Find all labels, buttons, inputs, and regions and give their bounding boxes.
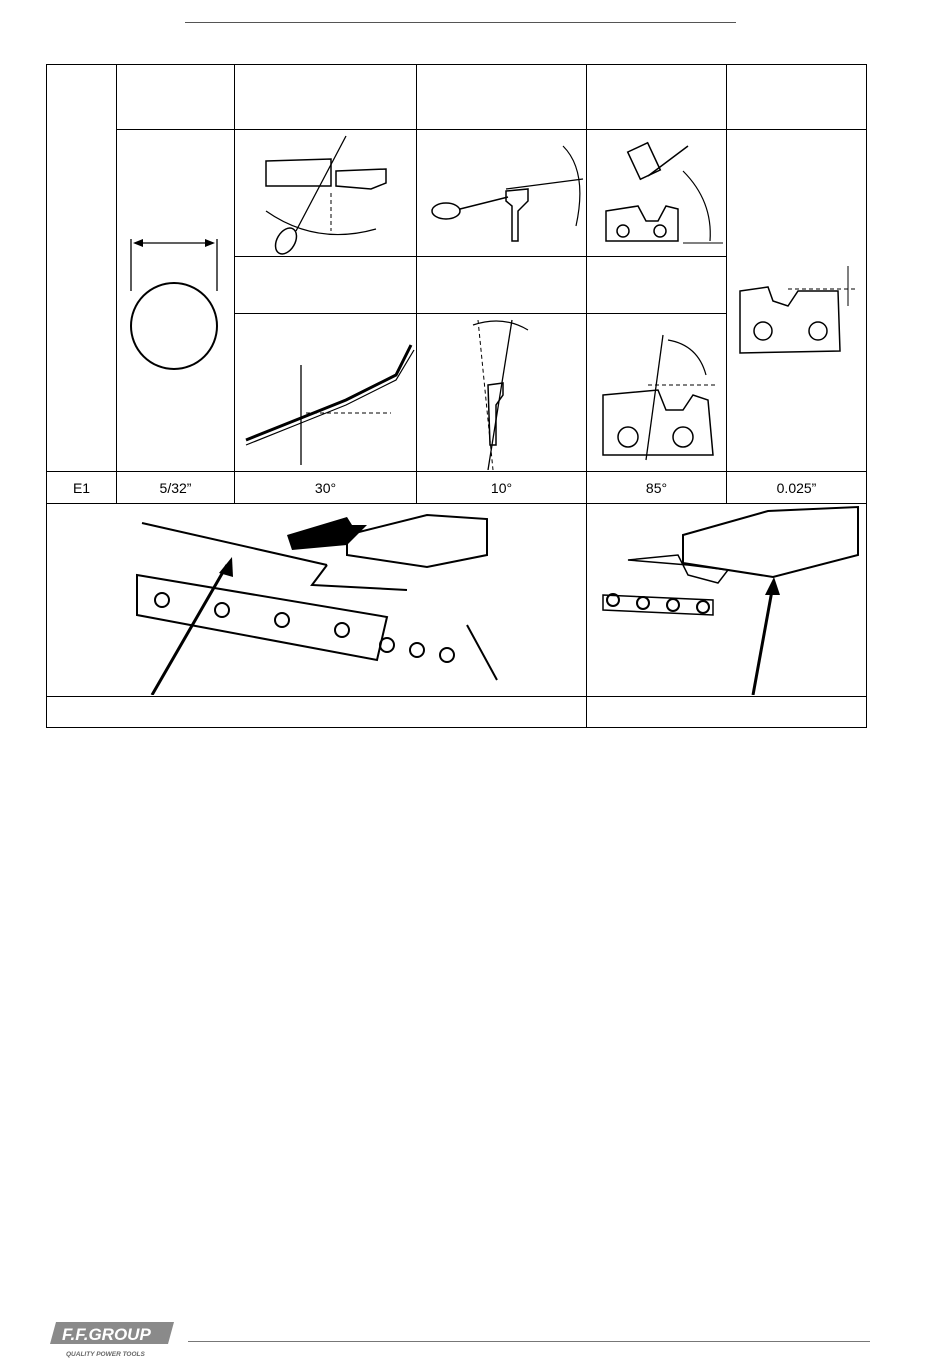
filing-angle-figure-1 <box>587 130 727 257</box>
header-cell-depth-gauge <box>727 65 867 130</box>
code-value: E1 <box>47 472 117 504</box>
depth-gauge-value: 0.025” <box>727 472 867 504</box>
depth-gauge-illustration <box>728 131 866 471</box>
chain-sharpening-spec-table <box>46 64 867 728</box>
filing-angle-figure-2 <box>587 314 727 472</box>
filing-angle-subheader <box>587 257 727 314</box>
top-plate-angle-subheader <box>235 257 417 314</box>
kickback-wrong-figure-cell <box>47 504 587 697</box>
file-diameter-illustration <box>117 131 235 471</box>
top-plate-angle-value: 30° <box>235 472 417 504</box>
footer-rule <box>188 1341 870 1342</box>
top-plate-angle-figure-1 <box>235 130 417 257</box>
top-plate-angle-figure-2 <box>235 314 417 472</box>
header-cell-side-plate-angle <box>417 65 587 130</box>
logo-tagline-text: QUALITY POWER TOOLS <box>66 1351 145 1358</box>
header-cell-file-diameter <box>117 65 235 130</box>
chain-correct-illustration <box>588 505 866 695</box>
file-holder-illustration <box>236 131 416 256</box>
cutter-filing-angle-illustration <box>588 315 726 470</box>
kickback-wrong-caption-cell <box>47 697 587 728</box>
side-plate-angle-value: 10° <box>417 472 587 504</box>
cutter-side-view-illustration <box>418 315 586 470</box>
header-cell-filing-angle <box>587 65 727 130</box>
file-diameter-value: 5/32” <box>117 472 235 504</box>
header-cell-top-plate-angle <box>235 65 417 130</box>
kickback-right-figure-cell <box>587 504 867 697</box>
side-plate-angle-figure-1 <box>417 130 587 257</box>
chain-cutting-illustration <box>47 505 587 695</box>
filing-angle-value: 85° <box>587 472 727 504</box>
file-diameter-figure-cell <box>117 130 235 472</box>
header-rule <box>185 22 736 23</box>
depth-gauge-figure-cell <box>727 130 867 472</box>
ffgroup-logo <box>50 1320 175 1360</box>
file-and-cutter-illustration <box>588 131 726 256</box>
kickback-right-caption-cell <box>587 697 867 728</box>
file-side-angle-illustration <box>418 131 586 256</box>
blank-header-cell <box>47 65 117 472</box>
logo-brand-text: F.F.GROUP <box>62 1325 151 1344</box>
chain-top-view-illustration <box>236 315 416 470</box>
side-plate-angle-subheader <box>417 257 587 314</box>
side-plate-angle-figure-2 <box>417 314 587 472</box>
